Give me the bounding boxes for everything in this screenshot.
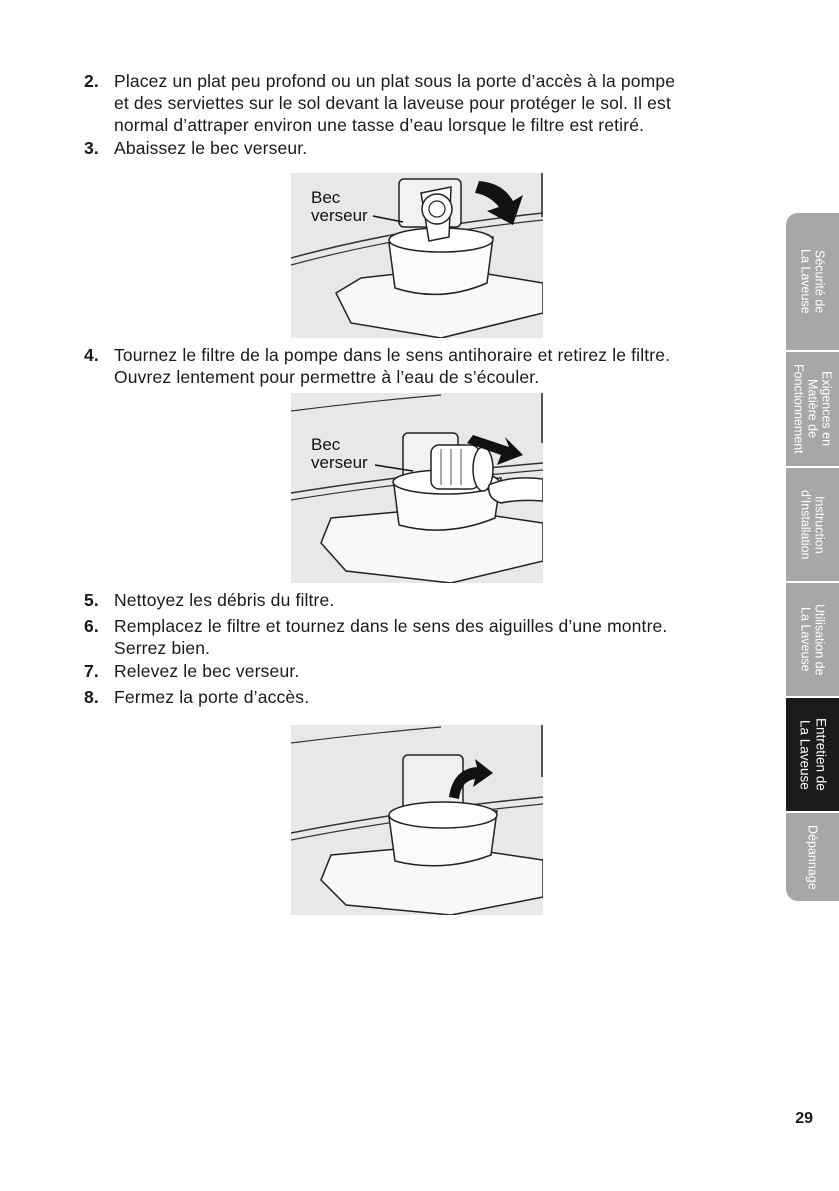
step-6	[84, 615, 774, 659]
tab-label-line: Exigences en	[819, 371, 834, 447]
step-7	[84, 660, 774, 682]
figure-label: Bec	[311, 435, 341, 454]
figure-close-door	[291, 725, 543, 915]
step-text-line: et des serviettes sur le sol devant la laveuse pour protéger le sol. Il est	[114, 93, 671, 113]
figure-label: verseur	[311, 206, 368, 225]
step-text-line: normal d’attraper environ une tasse d’eau lorsque le filtre est retiré.	[114, 115, 645, 135]
tab-label-line: La Laveuse	[798, 249, 813, 314]
step-text-line: Ouvrez lentement pour permettre à l’eau de s’écouler.	[114, 367, 540, 387]
tab-label-line: Utilisation de	[812, 603, 827, 676]
tab-entretien-de-la-laveuse[interactable]	[786, 698, 839, 811]
tab-depannage[interactable]	[786, 813, 839, 901]
step-2	[84, 70, 774, 136]
tab-label-line: Dépannage	[805, 824, 820, 890]
tab-securite-de-la-laveuse[interactable]	[786, 213, 839, 350]
tab-label-line: La Laveuse	[798, 607, 813, 672]
step-4	[84, 344, 774, 388]
figure-label: Bec	[311, 188, 341, 207]
illustration-close-door	[291, 725, 543, 915]
step-text-line: Relevez le bec verseur.	[114, 661, 300, 681]
step-text-line: Remplacez le filtre et tournez dans le sens des aiguilles d’une montre.	[114, 616, 668, 636]
step-3	[84, 137, 774, 159]
step-number: 7.	[84, 661, 99, 681]
illustration-lower-spout	[291, 173, 543, 338]
figure-label: verseur	[311, 453, 368, 472]
tab-label-line: La Laveuse	[797, 719, 813, 790]
step-text-line: Serrez bien.	[114, 638, 211, 658]
step-5	[84, 589, 774, 611]
tab-exigences-fonctionnement[interactable]	[786, 352, 839, 466]
step-number: 2.	[84, 71, 99, 91]
tab-utilisation-de-la-laveuse[interactable]	[786, 583, 839, 696]
tab-label-line: Instruction	[812, 495, 827, 554]
tab-label-line: Sécurité de	[812, 249, 827, 314]
step-text-line: Tournez le filtre de la pompe dans le sens antihoraire et retirez le filtre.	[114, 345, 671, 365]
step-8	[84, 686, 774, 708]
tab-label-line: Entretien de	[813, 718, 829, 791]
step-text-line: Fermez la porte d’accès.	[114, 687, 310, 707]
tab-instruction-installation[interactable]	[786, 468, 839, 581]
step-number: 6.	[84, 616, 99, 636]
step-text-line: Abaissez le bec verseur.	[114, 138, 308, 158]
tab-label-line: Fonctionnement	[791, 364, 806, 454]
tab-label-line: Matière de	[805, 379, 820, 439]
step-number: 8.	[84, 687, 99, 707]
illustration-remove-filter	[291, 393, 543, 583]
figure-lower-spout	[291, 173, 543, 338]
page-number: 29	[795, 1110, 813, 1127]
step-number: 4.	[84, 345, 99, 365]
tab-label-line: d’Installation	[798, 489, 813, 560]
step-text-line: Placez un plat peu profond ou un plat sous la porte d’accès à la pompe	[114, 71, 676, 91]
step-text-line: Nettoyez les débris du filtre.	[114, 590, 335, 610]
step-number: 3.	[84, 138, 99, 158]
step-number: 5.	[84, 590, 99, 610]
figure-remove-filter	[291, 393, 543, 583]
